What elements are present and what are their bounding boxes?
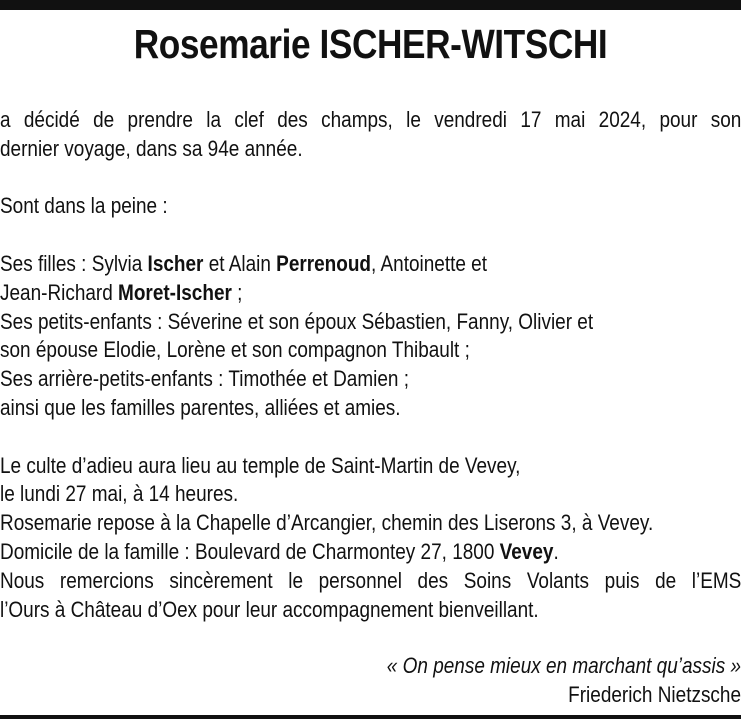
intro-line-2: dernier voyage, dans sa 94e année. bbox=[0, 135, 303, 161]
quote-author: Friederich Nietzsche bbox=[568, 681, 741, 707]
service-line-3: Rosemarie repose à la Chapelle d’Arcangier, chemin des Liserons 3, à Vevey. bbox=[0, 510, 654, 536]
grandchildren-line-1: Ses petits-enfants : Séverine et son époux Sébastien, Fanny, Olivier et bbox=[0, 308, 594, 334]
grandchildren-line-2: son épouse Elodie, Lorène et son compagnon Thibault ; bbox=[0, 337, 470, 363]
great-grandchildren-line: Ses arrière-petits-enfants : Timothée et Damien ; bbox=[0, 366, 409, 392]
top-border-rule bbox=[0, 0, 741, 10]
service-line-2: le lundi 27 mai, à 14 heures. bbox=[0, 481, 239, 507]
spacer bbox=[0, 164, 741, 193]
daughters-prefix: Ses filles : Sylvia bbox=[0, 250, 148, 276]
family-daughters-line bbox=[0, 250, 741, 279]
bottom-border-rule bbox=[0, 715, 741, 719]
spacer bbox=[0, 221, 741, 250]
spacer bbox=[0, 423, 741, 452]
mourners-heading: Sont dans la peine : bbox=[0, 193, 168, 219]
relatives-line: ainsi que les familles parentes, alliées et amies. bbox=[0, 394, 401, 420]
name-ischer: Ischer bbox=[147, 250, 204, 276]
domicile-city: Vevey bbox=[499, 538, 554, 564]
name-perrenoud: Perrenoud bbox=[276, 250, 372, 276]
thanks-line-2: l’Ours à Château d’Oex pour leur accompagnement bienveillant. bbox=[0, 596, 539, 622]
domicile-line bbox=[0, 538, 741, 567]
closing-quote: « On pense mieux en marchant qu’assis » bbox=[386, 653, 741, 678]
antoinette-text: , Antoinette et bbox=[371, 250, 488, 276]
jean-richard-text: Jean-Richard bbox=[0, 279, 119, 305]
obituary-body bbox=[0, 106, 741, 624]
semicolon-text: ; bbox=[231, 279, 243, 305]
name-moret-ischer: Moret-Ischer bbox=[118, 279, 232, 305]
domicile-prefix: Domicile de la famille : Boulevard de Charmontey 27, 1800 bbox=[0, 538, 500, 564]
family-jean-richard-line bbox=[0, 279, 741, 308]
intro-line-1: a décidé de prendre la clef des champs, le vendredi 17 mai 2024, pour son bbox=[0, 107, 741, 132]
domicile-suffix: . bbox=[553, 538, 559, 564]
closing-quote-block bbox=[0, 652, 741, 710]
deceased-name-title: Rosemarie ISCHER-WITSCHI bbox=[133, 21, 608, 67]
thanks-line-1: Nous remercions sincèrement le personnel des Soins Volants puis de l’EMS bbox=[0, 567, 741, 593]
service-line-1: Le culte d’adieu aura lieu au temple de Saint-Martin de Vevey, bbox=[0, 452, 521, 478]
and-alain: et Alain bbox=[203, 250, 277, 276]
